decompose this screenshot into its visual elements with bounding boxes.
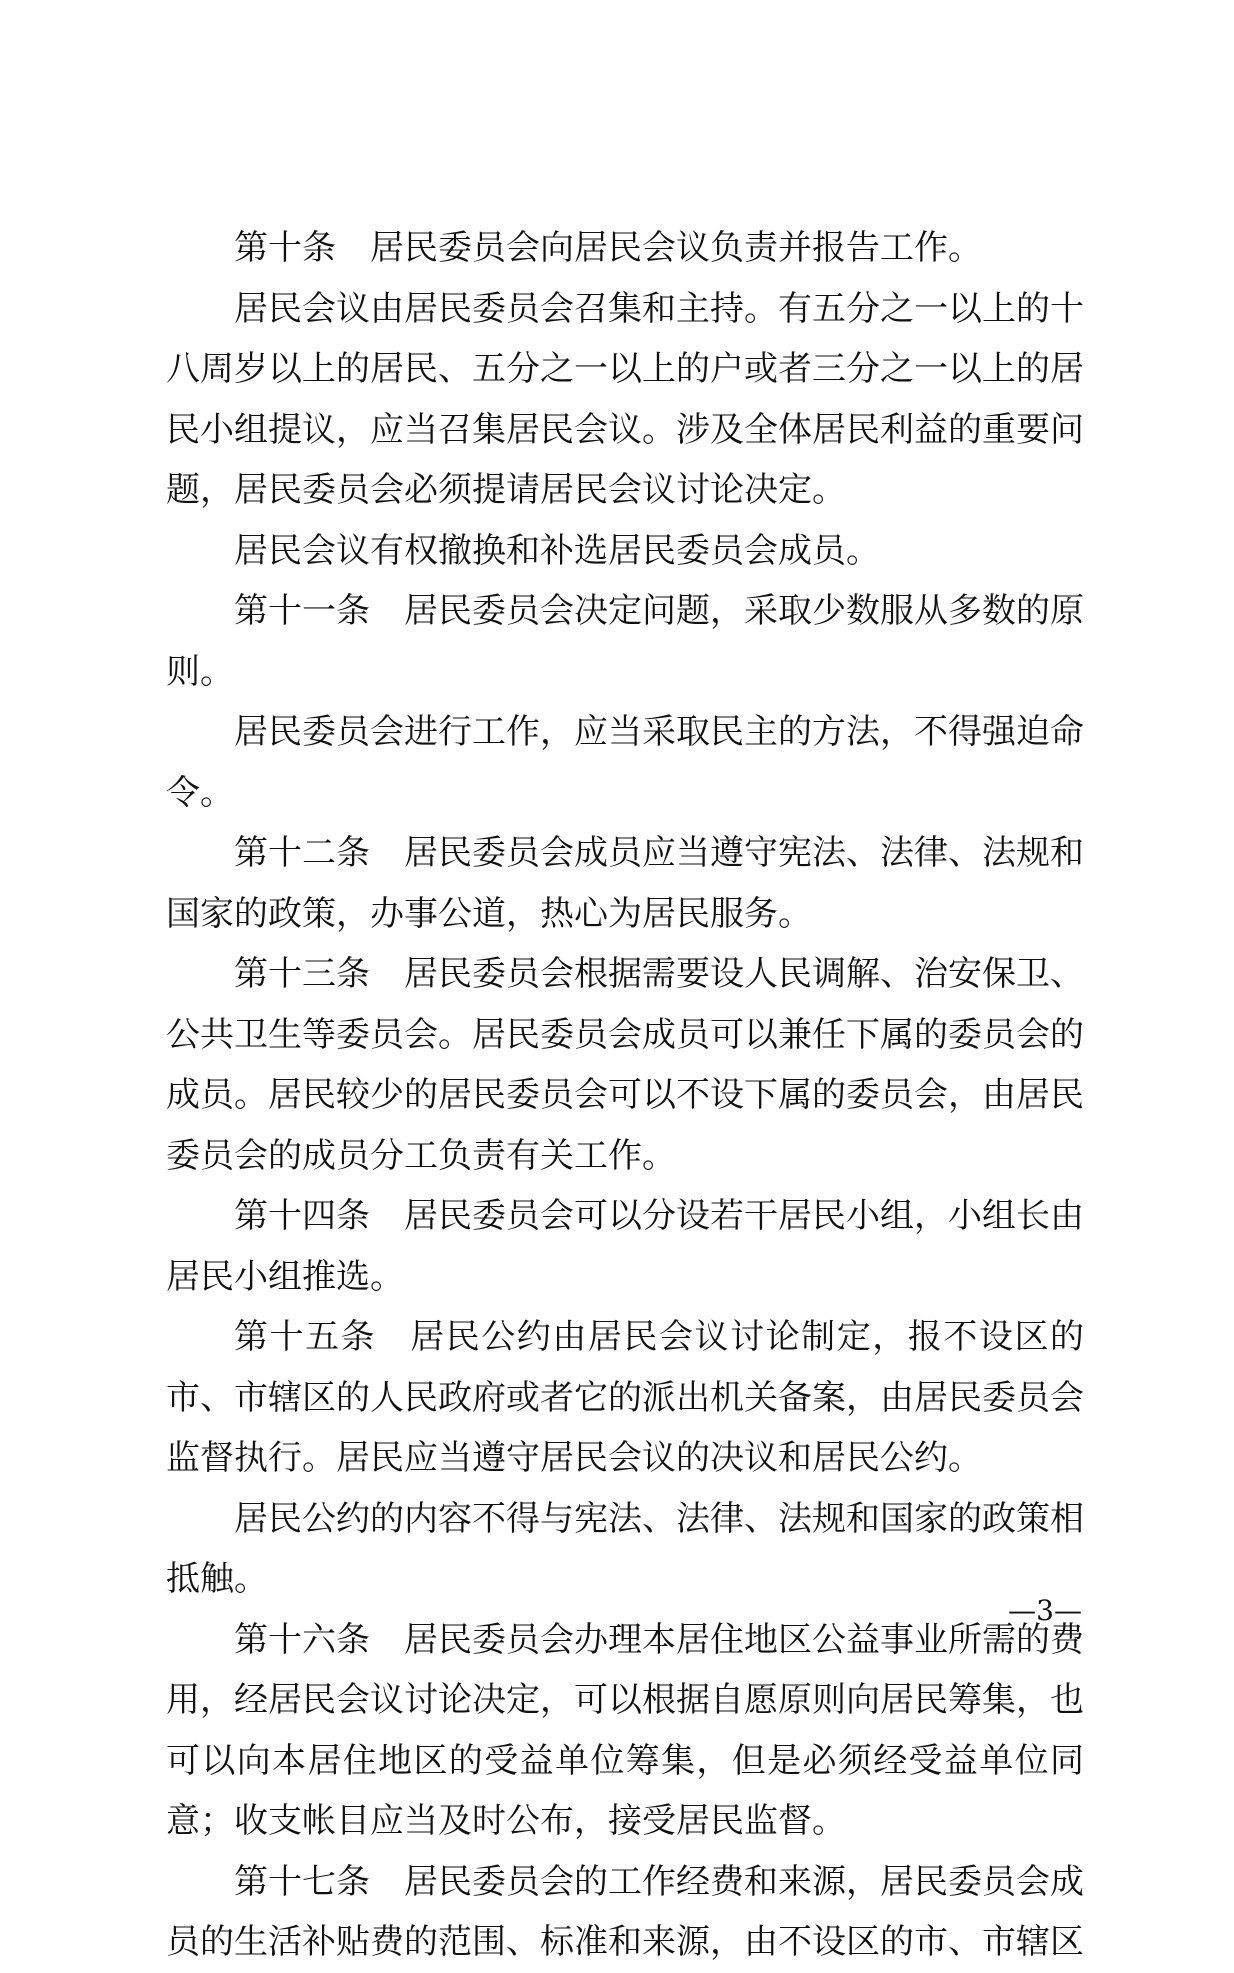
- paragraph: [166, 1489, 1084, 1610]
- paragraph-article-10: [166, 218, 1084, 279]
- article-number: 第十五条: [234, 1317, 377, 1357]
- document-body: [166, 218, 1084, 1973]
- paragraph-text: 居民委员会向居民会议负责并报告工作。: [370, 228, 982, 268]
- paragraph-text: 居民委员会可以分设若干居民小组，小组长由居民小组推选。: [166, 1196, 1084, 1297]
- article-number: 第十七条: [234, 1861, 370, 1902]
- article-number: 第十一条: [234, 591, 370, 631]
- paragraph-text: 居民会议由居民委员会召集和主持。有五分之一以上的十八周岁以上的居民、五分之一以上的户或者三分之一以上的居民小组提议，应当召集居民会议。涉及全体居民利益的重要问题，居民委员会必须提请居民会议讨论决定。: [166, 288, 1084, 510]
- article-number: 第十三条: [234, 954, 370, 994]
- paragraph-text: 居民会议有权撤换和补选居民委员会成员。: [234, 530, 880, 571]
- paragraph-article-14: [166, 1186, 1084, 1307]
- paragraph-text: 居民委员会决定问题，采取少数服从多数的原则。: [166, 591, 1084, 692]
- paragraph-article-12: [166, 823, 1084, 944]
- paragraph-article-16: [166, 1610, 1084, 1852]
- paragraph: [166, 279, 1084, 521]
- article-number: 第十六条: [234, 1619, 370, 1660]
- article-number: 第十条: [234, 228, 336, 268]
- paragraph: [166, 702, 1084, 823]
- paragraph-text: 居民公约的内容不得与宪法、法律、法规和国家的政策相抵触。: [166, 1498, 1084, 1599]
- article-number: 第十二条: [234, 833, 370, 873]
- article-number: 第十四条: [234, 1196, 370, 1236]
- paragraph-text: 居民委员会根据需要设人民调解、治安保卫、公共卫生等委员会。居民委员会成员可以兼任下属的委员会的成员。居民较少的居民委员会可以不设下属的委员会，由居民委员会的成员分工负责有关工作。: [166, 954, 1084, 1176]
- page-number: —3—: [1008, 1594, 1082, 1627]
- paragraph-article-17: [166, 1852, 1084, 1973]
- paragraph: [166, 521, 1084, 582]
- paragraph-text: 居民委员会进行工作，应当采取民主的方法，不得强迫命令。: [166, 712, 1084, 813]
- paragraph-text: 居民委员会办理本居住地区公益事业所需的费用，经居民会议讨论决定，可以根据自愿原则向居民筹集，也可以向本居住地区的受益单位筹集，但是必须经受益单位同意；收支帐目应当及时公布，接受居民监督。: [166, 1619, 1084, 1841]
- paragraph-text: 居民委员会成员应当遵守宪法、法律、法规和国家的政策，办事公道，热心为居民服务。: [166, 833, 1084, 934]
- paragraph-article-13: [166, 944, 1084, 1186]
- paragraph-text: 居民公约由居民会议讨论制定，报不设区的市、市辖区的人民政府或者它的派出机关备案，由居民委员会监督执行。居民应当遵守居民会议的决议和居民公约。: [166, 1317, 1085, 1478]
- paragraph-text: 居民委员会的工作经费和来源，居民委员会成员的生活补贴费的范围、标准和来源，由不设区的市、市辖区: [166, 1861, 1084, 1962]
- paragraph-article-11: [166, 581, 1084, 702]
- paragraph-article-15: [166, 1307, 1084, 1489]
